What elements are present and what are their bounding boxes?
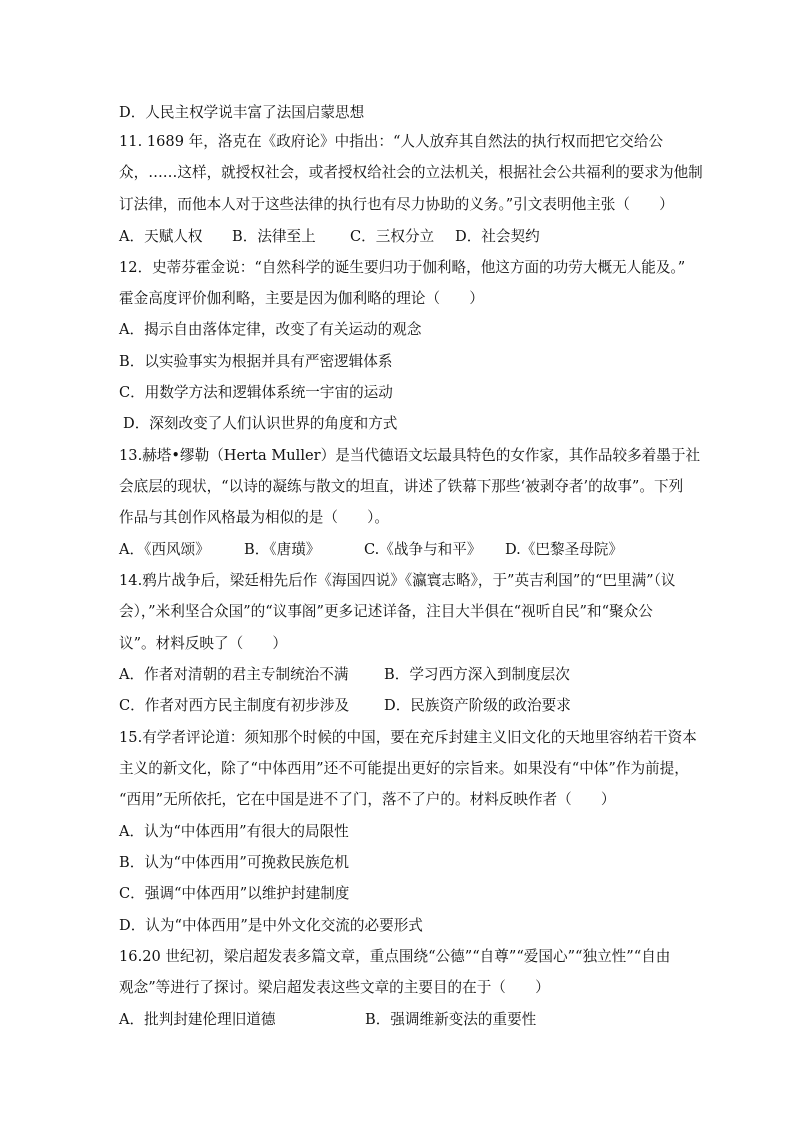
q15-option-b: B．认为“中体西用”可挽救民族危机 [119, 854, 349, 871]
q14-stem-line-2: 会），”米利坚合众国”的“议事阁”更多记述详备，注目大半俱在“视听自民”和“聚众公 [119, 603, 653, 620]
q13-option-b: B．《唐璜》 [244, 541, 321, 558]
q14-option-b: B．学习西方深入到制度层次 [384, 666, 570, 683]
q12-option-b: B．以实验事实为根据并具有严密逻辑体系 [119, 353, 393, 370]
q13-stem-line-1: 13.赫塔•缪勒（Herta Muller）是当代德语文坛最具特色的女作家，其作品较多着墨于社 [119, 447, 701, 464]
q16-option-a: A．批判封建伦理旧道德 [119, 1011, 276, 1028]
q13-option-d: D.《巴黎圣母院》 [505, 541, 623, 558]
q11-option-d: D．社会契约 [455, 228, 540, 245]
q11-stem-line-1: 11. 1689 年，洛克在《政府论》中指出：“人人放弃其自然法的执行权而把它交给公 [119, 133, 664, 150]
q16-option-b: B．强调维新变法的重要性 [365, 1011, 537, 1028]
q15-stem-line-2: 主义的新文化，除了“中体西用”还不可能提出更好的宗旨来。如果没有“中体”作为前提， [119, 760, 689, 777]
q15-stem-line-1: 15.有学者评论道：须知那个时候的中国，要在充斥封建主义旧文化的天地里容纳若干资本 [119, 729, 697, 746]
q15-option-d: D．认为“中体西用”是中外文化交流的必要形式 [119, 917, 423, 934]
q14-stem-line-1: 14.鸦片战争后，梁廷枏先后作《海国四说》《瀛寰志略》，于”英吉利国”的“巴里满”（议 [119, 572, 676, 589]
q12-stem-line-2: 霍金高度评价伽利略，主要是因为伽利略的理论（ ） [119, 290, 484, 307]
q13-option-a: A．《西风颂》 [119, 541, 210, 558]
q14-option-d: D．民族资产阶级的政治要求 [384, 697, 571, 714]
q11-stem-line-3: 订法律，而他本人对于这些法律的执行也有尽力协助的义务。”引文表明他主张（ ） [119, 196, 674, 213]
q15-option-a: A．认为“中体西用”有很大的局限性 [119, 823, 349, 840]
q11-option-a: A．天赋人权 [119, 228, 203, 245]
q11-stem-line-2: 众，……这样，就授权社会，或者授权给社会的立法机关，根据社会公共福利的要求为他制 [119, 164, 703, 181]
q12-option-d: D．深刻改变了人们认识世界的角度和方式 [123, 415, 398, 432]
q16-stem-line-1: 16.20 世纪初，梁启超发表多篇文章，重点围绕“公德”“自尊”“爱国心”“独立性”“自由 [119, 948, 671, 965]
q16-stem-line-2: 观念”等进行了探讨。梁启超发表这些文章的主要目的在于（ ） [119, 979, 550, 996]
q14-stem-line-3: 议”。材料反映了（ ） [119, 635, 287, 652]
q14-option-a: A．作者对清朝的君主专制统治不满 [119, 666, 349, 683]
q13-stem-line-2: 会底层的现状，“以诗的凝练与散文的坦直，讲述了铁幕下那些‘被剥夺者’的故事”。下列 [119, 478, 684, 495]
q11-option-c: C．三权分立 [350, 228, 435, 245]
q15-option-c: C．强调“中体西用”以维护封建制度 [119, 885, 350, 902]
q12-option-a: A．揭示自由落体定律，改变了有关运动的观念 [119, 321, 422, 338]
q13-option-c: C.《战争与和平》 [364, 541, 482, 558]
q14-option-c: C．作者对西方民主制度有初步涉及 [119, 697, 350, 714]
q13-stem-line-3: 作品与其创作风格最为相似的是（ ）。 [119, 509, 389, 526]
q12-stem-line-1: 12．史蒂芬霍金说：“自然科学的诞生要归功于伽利略，他这方面的功劳大概无人能及。” [119, 259, 686, 276]
q15-stem-line-3: “西用”无所依托，它在中国是进不了门，落不了户的。材料反映作者（ ） [119, 791, 616, 808]
prev-question-option-d: D．人民主权学说丰富了法国启蒙思想 [119, 104, 365, 121]
q11-option-b: B．法律至上 [232, 228, 316, 245]
q12-option-c: C．用数学方法和逻辑体系统一宇宙的运动 [119, 384, 393, 401]
